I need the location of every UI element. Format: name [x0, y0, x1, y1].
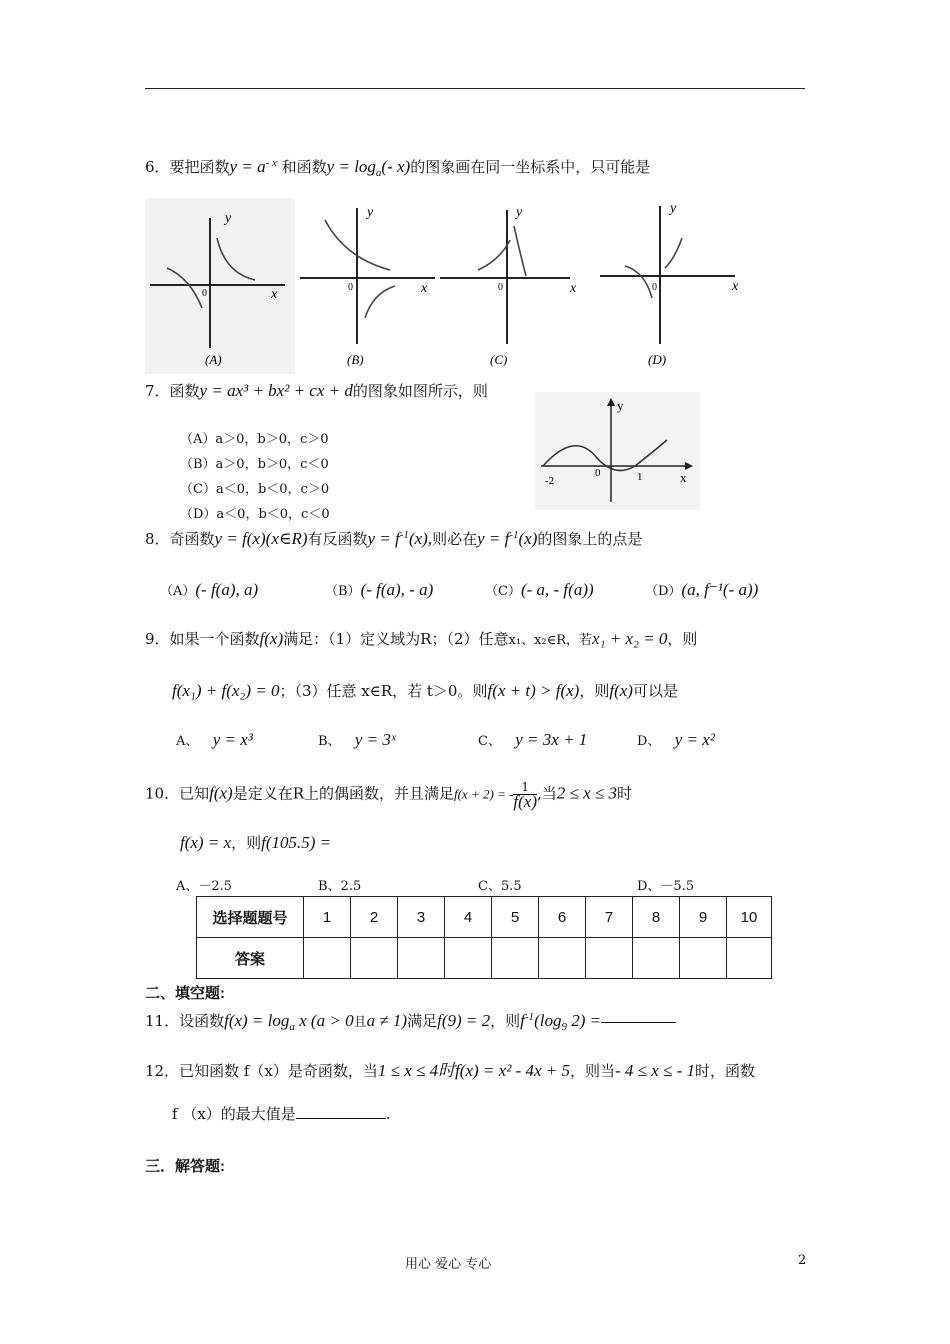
- y-label: y: [617, 398, 624, 413]
- panel-label: (C): [490, 352, 508, 367]
- origin-label: 0: [652, 282, 657, 293]
- origin-label: 0: [202, 288, 207, 299]
- tick-1: 1: [637, 471, 643, 483]
- x-label: x: [680, 470, 687, 485]
- q10-option-c: C、5.5: [478, 879, 522, 894]
- q8-option-b: （B）(- f(a), - a): [325, 580, 434, 599]
- x-label: x: [570, 281, 577, 296]
- panel-label: (B): [347, 352, 364, 367]
- section-fill-in: 二、填空题:: [145, 985, 225, 1002]
- answer-cell[interactable]: [398, 938, 445, 979]
- y-label: y: [670, 201, 677, 216]
- question-6: 6．要把函数$y = a^{- x}$ 和函数$y = \log_a(-$ x)的图象画在同一坐标系中，只可能是: [145, 157, 651, 179]
- footer-motto: 用心 爱心 专心: [405, 1257, 492, 1272]
- section-solve: 三．解答题:: [145, 1158, 225, 1175]
- q9-option-a: A、 y = x³: [176, 730, 253, 749]
- q9-option-d: D、 y = x²: [637, 730, 715, 749]
- q8-option-a: （A）(- f(a), a): [160, 580, 259, 599]
- answer-label: 答案: [197, 938, 304, 979]
- answer-blank-12[interactable]: [296, 1104, 386, 1119]
- option-b: （B）a＞0，b＞0，c＜0: [180, 457, 329, 472]
- y-label: y: [225, 211, 232, 226]
- q9-option-b: B、 y = 3ˣ: [318, 730, 396, 749]
- answer-table: [196, 896, 772, 979]
- table-col: 8: [633, 897, 680, 938]
- answer-cell[interactable]: [445, 938, 492, 979]
- table-col: 9: [680, 897, 727, 938]
- q8-option-c: （C）(- a, - f(a)): [485, 580, 594, 599]
- table-header: 选择题题号: [197, 897, 304, 938]
- question-6-graphs: [145, 198, 755, 374]
- tick-minus-2: -2: [545, 475, 555, 487]
- option-c: （C）a＜0，b＜0，c＞0: [180, 482, 330, 497]
- answer-cell[interactable]: [727, 938, 772, 979]
- table-col: 1: [304, 897, 351, 938]
- origin-label: 0: [348, 282, 353, 293]
- table-col: 7: [586, 897, 633, 938]
- table-col: 4: [445, 897, 492, 938]
- q10-option-a: A、－2.5: [176, 879, 233, 894]
- question-12-line1: 12．已知函数 f（x）是奇函数，当1 ≤ x ≤ 4时f(x) = x² - 4x + 5，则当- 4 ≤ x ≤ - 1时，函数: [145, 1061, 756, 1080]
- question-7-options: [180, 427, 330, 527]
- question-7-graph: [535, 392, 700, 510]
- table-header-row: [197, 897, 772, 938]
- q10-option-b: B、2.5: [318, 879, 362, 894]
- y-label: y: [367, 205, 374, 220]
- question-10-line1: 10．已知f(x)是定义在R上的偶函数，并且满足f(x + 2) = - $\frac{1}{f(x)}$ ,当2 ≤ x ≤ 3时: [145, 780, 633, 811]
- q10-option-d: D、－5.5: [637, 879, 695, 894]
- table-col: 2: [351, 897, 398, 938]
- answer-cell[interactable]: [351, 938, 398, 979]
- origin-label: 0: [595, 467, 601, 479]
- answer-cell[interactable]: [680, 938, 727, 979]
- answer-cell[interactable]: [304, 938, 351, 979]
- origin-label: 0: [498, 282, 503, 293]
- question-7: 7．函数y = ax³ + bx² + cx + d的图象如图所示，则: [145, 381, 488, 400]
- table-col: 5: [492, 897, 539, 938]
- question-9-line1: 9．如果一个函数f(x)满足：（1）定义域为R；（2）任意x₁、x₂∈R，若x₁ + x₂ = 0，则: [145, 629, 698, 648]
- question-8: 8．奇函数y = f(x)(x∈R)有反函数$y = f^{-1}(x)$,则必在$y = f^{-1}(x)$的图象上的点是: [145, 529, 643, 548]
- panel-label: (D): [648, 352, 667, 367]
- option-a: （A）a＞0，b＞0，c＞0: [180, 432, 329, 447]
- question-10-line2: f(x) = x，则f(105.5) =: [180, 833, 332, 852]
- q9-option-c: C、 y = 3x + 1: [478, 730, 588, 749]
- header-rule: [145, 88, 805, 89]
- x-label: x: [421, 281, 428, 296]
- y-label: y: [516, 205, 523, 220]
- table-col: 10: [727, 897, 772, 938]
- x-label: x: [271, 287, 278, 302]
- answer-cell[interactable]: [586, 938, 633, 979]
- table-col: 3: [398, 897, 445, 938]
- page-number: 2: [798, 1253, 807, 1268]
- table-col: 6: [539, 897, 586, 938]
- panel-label: (A): [205, 352, 222, 367]
- question-12-line2: f （x）的最大值是 .: [172, 1105, 391, 1123]
- x-label: x: [732, 279, 739, 294]
- q8-option-d: （D）(a, f⁻¹(- a)): [645, 580, 759, 599]
- graph-panel-a: [145, 198, 295, 374]
- question-9-line2: f(x₁) + f(x₂) = 0；（3）任意 x∈R，若 t＞0。则f(x + t) > f(x)，则f(x)可以是: [172, 681, 678, 700]
- answer-cell[interactable]: [539, 938, 586, 979]
- option-d: （D）a＜0，b＜0，c＜0: [180, 507, 330, 522]
- answer-cell[interactable]: [492, 938, 539, 979]
- answer-cell[interactable]: [633, 938, 680, 979]
- table-answer-row: [197, 938, 772, 979]
- answer-blank-11[interactable]: [601, 1022, 676, 1023]
- question-11: 11．设函数$f(x) = \log_a x$ (a > 0且a ≠ 1)满足f(9) = 2，则$f^{-1}(\log_9$ 2) =: [145, 1010, 676, 1033]
